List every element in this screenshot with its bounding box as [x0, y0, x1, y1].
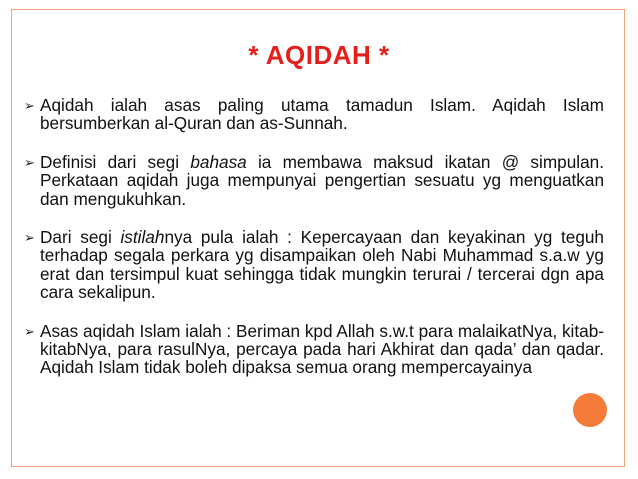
- bullet-text-emphasis: bahasa: [190, 151, 247, 172]
- arrow-bullet-icon: ➢: [24, 154, 35, 170]
- arrow-bullet-icon: ➢: [24, 98, 35, 113]
- slide-title: * AQIDAH *: [248, 40, 390, 70]
- bullet-text-emphasis: istilah: [120, 227, 165, 248]
- bullet-list: [24, 96, 604, 397]
- bullet-text: Aqidah ialah asas paling utama tamadun Islam. Aqidah Islam bersumberkan al-Quran dan as-Sunnah.: [40, 95, 604, 134]
- bullet-item-4: [24, 322, 604, 377]
- bullet-item-3: [24, 228, 604, 302]
- bullet-item-2: [24, 153, 604, 208]
- bullet-text-start: Definisi dari segi: [40, 151, 191, 172]
- bullet-text-end: ia membawa maksud ikatan @ simpulan. Perkataan aqidah juga mempunyai pengertian sesuatu yg menguatkan dan mengukuhkan.: [40, 151, 604, 209]
- bullet-text-start: Dari segi: [40, 227, 121, 248]
- arrow-bullet-icon: ➢: [24, 323, 35, 339]
- bullet-text: Asas aqidah Islam ialah : Beriman kpd Allah s.w.t para malaikatNya, kitab-kitabNya, para rasulNya, percaya pada hari Akhirat dan qada’ dan qadar. Aqidah Islam tidak boleh dipaksa semua orang mempercayainya: [40, 320, 604, 378]
- bullet-text-end: nya pula ialah : Kepercayaan dan keyakinan yg teguh terhadap segala perkara yg disampaikan oleh Nabi Muhammad s.a.w yg erat dan tersimpul kuat sehingga tidak mungkin terurai / tercerai dgn apa cara sekalipun.: [40, 227, 604, 303]
- decorative-circle: [573, 393, 607, 427]
- arrow-bullet-icon: ➢: [24, 230, 35, 246]
- bullet-item-1: [24, 96, 604, 133]
